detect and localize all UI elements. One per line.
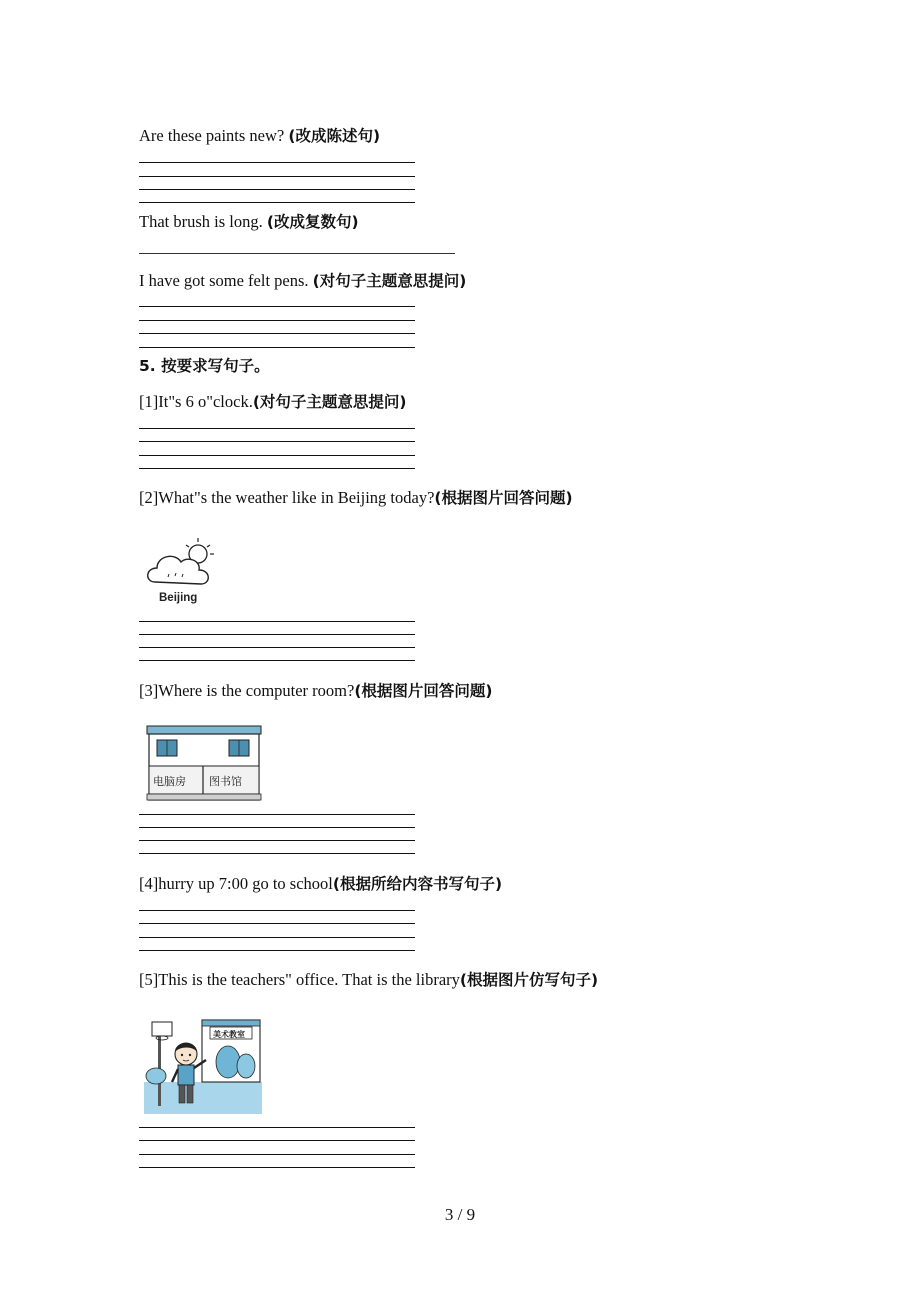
- answer-line[interactable]: [139, 455, 415, 456]
- question-4-english: [4]hurry up 7:00 go to school: [139, 874, 333, 893]
- answer-line[interactable]: [139, 1154, 415, 1155]
- item-2-instruction: (改成复数句): [266, 213, 359, 231]
- question-4: [139, 872, 502, 894]
- item-1-english: Are these paints new?: [139, 126, 289, 145]
- item-3: [139, 269, 466, 291]
- weather-city-label: Beijing: [159, 592, 198, 604]
- answer-line[interactable]: [139, 428, 415, 429]
- answer-line[interactable]: [139, 468, 415, 469]
- answer-line[interactable]: [139, 202, 415, 203]
- answer-line[interactable]: [139, 621, 415, 622]
- answer-line[interactable]: [139, 306, 415, 307]
- answer-line[interactable]: [139, 660, 415, 661]
- answer-line[interactable]: [139, 814, 415, 815]
- question-4-instruction: (根据所给内容书写句子): [332, 875, 503, 893]
- answer-line[interactable]: [139, 1127, 415, 1128]
- answer-line[interactable]: [139, 320, 415, 321]
- question-2-english: [2]What"s the weather like in Beijing today?: [139, 488, 435, 507]
- item-1: [139, 124, 380, 146]
- library-sign: 图书馆: [209, 775, 242, 788]
- answer-line[interactable]: [139, 347, 415, 348]
- answer-line[interactable]: [139, 176, 415, 177]
- item-2-english: That brush is long.: [139, 212, 267, 231]
- question-3: [139, 679, 493, 701]
- school-building-image: [145, 724, 263, 802]
- answer-line[interactable]: [139, 441, 415, 442]
- answer-line[interactable]: [139, 1140, 415, 1141]
- answer-line[interactable]: [139, 937, 415, 938]
- item-3-instruction: (对句子主题意思提问): [312, 272, 467, 290]
- answer-line[interactable]: [139, 950, 415, 951]
- question-3-english: [3]Where is the computer room?: [139, 681, 355, 700]
- page-number: 3 / 9: [444, 1205, 476, 1224]
- boy-pointing-art-room-image: [144, 1014, 262, 1114]
- answer-line[interactable]: [139, 840, 415, 841]
- answer-line[interactable]: [139, 1167, 415, 1168]
- answer-line[interactable]: [139, 923, 415, 924]
- question-5-instruction: (根据图片仿写句子): [459, 971, 599, 989]
- question-1-instruction: (对句子主题意思提问): [252, 393, 407, 411]
- answer-line[interactable]: [139, 910, 415, 911]
- weather-cloud-sun-image: [143, 532, 223, 608]
- answer-line[interactable]: [139, 253, 455, 254]
- computer-room-sign: 电脑房: [153, 775, 186, 788]
- question-3-instruction: (根据图片回答问题): [354, 682, 493, 700]
- question-1: [139, 390, 407, 412]
- answer-line[interactable]: [139, 333, 415, 334]
- art-room-sign: 美术教室: [213, 1030, 245, 1039]
- item-2: [139, 210, 359, 232]
- answer-line[interactable]: [139, 853, 415, 854]
- item-1-instruction: (改成陈述句): [288, 127, 381, 145]
- question-2: [139, 486, 573, 508]
- question-5-english: [5]This is the teachers" office. That is the library: [139, 970, 460, 989]
- answer-line[interactable]: [139, 189, 415, 190]
- item-3-english: I have got some felt pens.: [139, 271, 313, 290]
- answer-line[interactable]: [139, 827, 415, 828]
- question-2-instruction: (根据图片回答问题): [434, 489, 573, 507]
- answer-line[interactable]: [139, 162, 415, 163]
- answer-line[interactable]: [139, 647, 415, 648]
- question-5: [139, 968, 598, 990]
- answer-line[interactable]: [139, 634, 415, 635]
- section-title: 5. 按要求写句子。: [139, 357, 270, 375]
- question-1-english: [1]It"s 6 o"clock.: [139, 392, 253, 411]
